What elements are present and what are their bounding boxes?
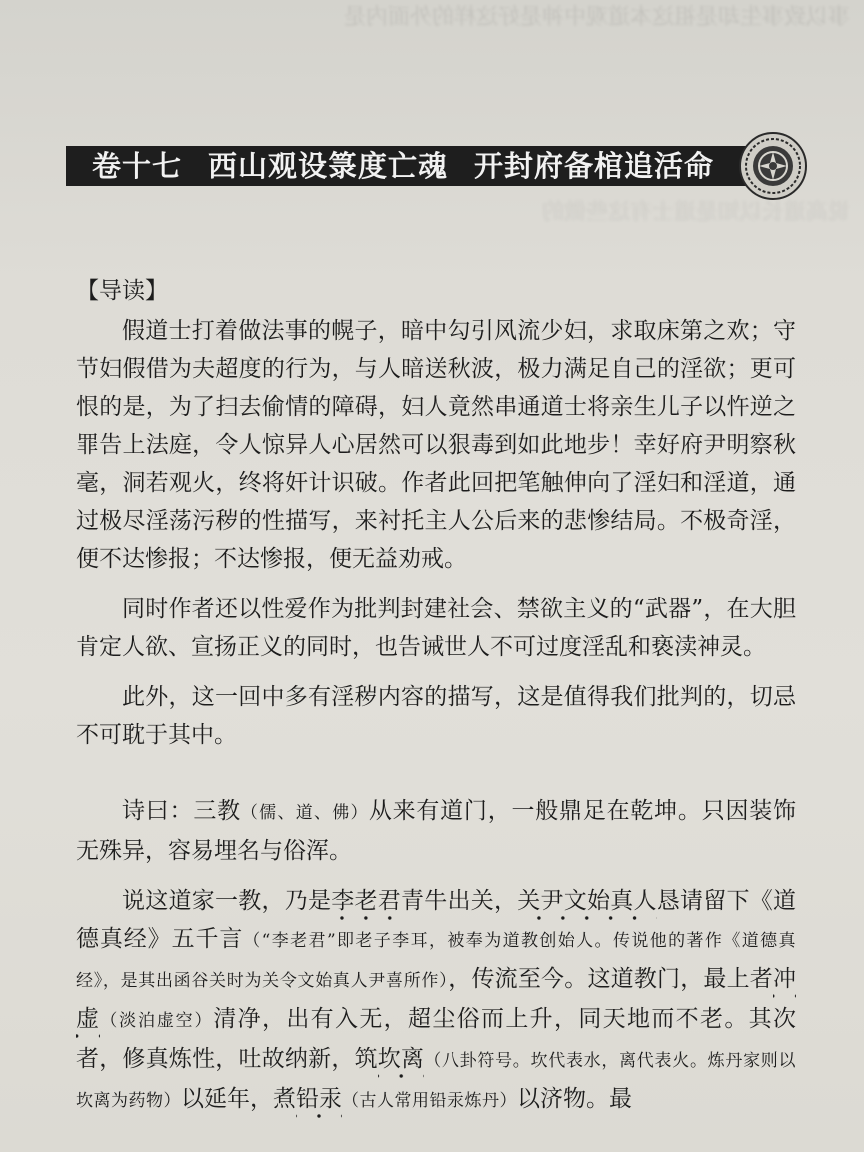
- guide-paragraph-3: 此外，这一回中多有淫秽内容的描写，这是值得我们批判的，切忌不可耽于其中。: [76, 684, 796, 748]
- poem-note: （儒、道、佛）: [240, 803, 369, 823]
- chapter-title: [92, 146, 714, 186]
- term-kanli: 坎离: [378, 1046, 424, 1080]
- page-content: [76, 272, 796, 1120]
- opening-poem: 诗曰：三教（儒、道、佛）从来有道门，一般鼎足在乾坤。只因装饰无殊异，容易埋名与俗浑。: [76, 798, 797, 864]
- guide-paragraph-2: 同时作者还以性爱作为批判封建社会、禁欲主义的“武器”，在大胆肯定人欲、宣扬正义的同时，也告诫世人不可过度淫乱和亵渎神灵。: [76, 596, 796, 660]
- term-qiangong: 铅汞: [296, 1086, 342, 1120]
- term-daode-zhenjing: 《道德真经》: [76, 888, 796, 952]
- footnote-kanli: （八卦符号。坎代表水，离代表火。炼丹家则以坎离为药物）: [76, 1051, 797, 1111]
- footnote-chongxu: （淡泊虚空）: [100, 1011, 214, 1031]
- chapter-title-part2: 开封府备棺追活命: [474, 149, 715, 183]
- term-chongxu: 冲虚: [76, 966, 796, 1040]
- chapter-title-banner: [66, 146, 766, 186]
- chapter-title-part1: 西山观设箓度亡魂: [208, 149, 449, 183]
- ornament-medallion-icon: [738, 131, 808, 201]
- term-li-laojun: 李老君: [331, 888, 401, 922]
- bleed-through-text-top: 事以致事生却是祖这本道观中神是好这样的外面内是: [343, 5, 850, 30]
- footnote-laojun: （“李老君”即老子李耳，被奉为道教创始人。传说他的著作《道德真经》，是其出函谷关时为关令文始真人尹喜所作）: [76, 931, 797, 991]
- footnote-qiangong: （古人常用铅汞炼丹）: [342, 1091, 517, 1111]
- guide-heading: 【导读】: [76, 278, 168, 304]
- bleed-through-text-middle: 说高道长以知是道士有这些做的: [541, 200, 850, 225]
- body-paragraph-1: 说这道家一教，乃是李老君青牛出关，关尹文始真人恳请留下《道德真经》五千言（“李老君”即老子李耳，被奉为道教创始人。传说他的著作《道德真经》，是其出函谷关时为关令文始真人尹喜所作），传流至今。这道教门，最上者冲虚（淡泊虚空）清净，出有入无，超尘俗而上升，同天地而不老。其次者，修真炼性，吐故纳新，筑坎离（八卦符号。坎代表水，离代表火。炼丹家则以坎离为药物）以延年，煮铅汞（古人常用铅汞炼丹）以济物。最: [76, 882, 796, 1120]
- term-guanyin-wenshi: 关尹文始真人: [517, 888, 657, 922]
- chapter-number: 卷十七: [92, 149, 183, 183]
- guide-paragraph-1: 假道士打着做法事的幌子，暗中勾引风流少妇，求取床第之欢；守节妇假借为夫超度的行为，与人暗送秋波，极力满足自己的淫欲；更可恨的是，为了扫去偷情的障碍，妇人竟然串通道士将亲生儿子以忤逆之罪告上法庭，令人惊异人心居然可以狠毒到如此地步！幸好府尹明察秋毫，洞若观火，终将奸计识破。作者此回把笔触伸向了淫妇和淫道，通过极尽淫荡污秽的性描写，来衬托主人公后来的悲惨结局。不极奇淫，便不达惨报；不达惨报，便无益劝戒。: [76, 318, 796, 572]
